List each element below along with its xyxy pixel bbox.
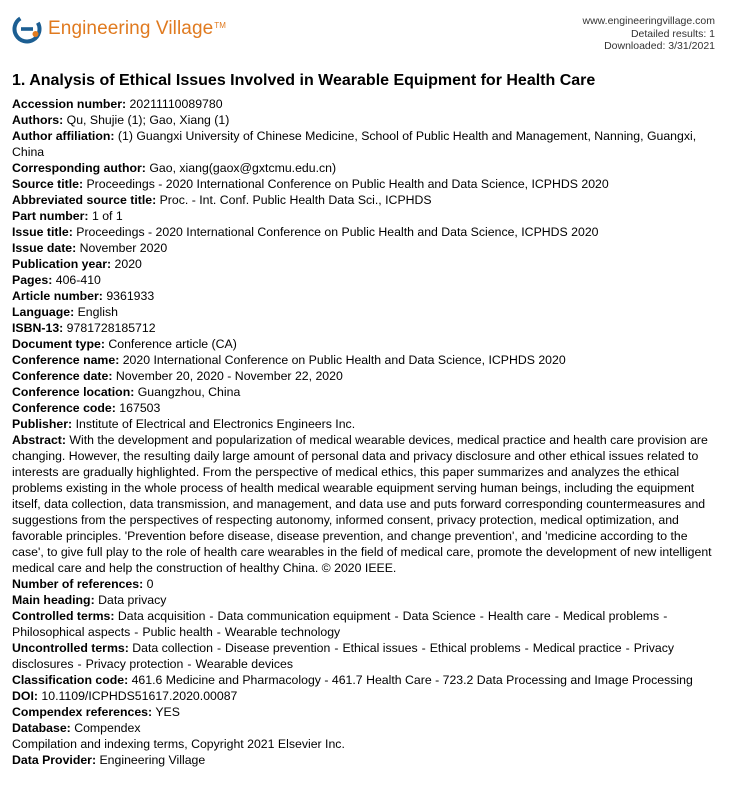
- index-term: Data Science: [402, 609, 476, 623]
- field-row: [12, 288, 716, 304]
- field-label: Pages:: [12, 273, 53, 287]
- field-value: Proc. - Int. Conf. Public Health Data Sci., ICPHDS: [159, 193, 432, 207]
- field-value: 20211110089780: [129, 97, 223, 111]
- field-label: Conference location:: [12, 385, 135, 399]
- field-value: Conference article (CA): [108, 337, 237, 351]
- index-term: Privacy disclosures: [12, 641, 675, 671]
- field-value: Proceedings - 2020 International Conference on Public Health and Data Science, ICPHDS 2020: [86, 177, 609, 191]
- field-label: Language:: [12, 305, 75, 319]
- field-row: [12, 224, 716, 240]
- field-label: Conference date:: [12, 369, 113, 383]
- field-row: [12, 592, 716, 608]
- field-label: ISBN-13:: [12, 321, 64, 335]
- field-row: [12, 736, 716, 752]
- field-label: Conference code:: [12, 401, 116, 415]
- field-label: Abbreviated source title:: [12, 193, 157, 207]
- download-date: Downloaded: 3/31/2021: [604, 40, 715, 52]
- field-label: Abstract:: [12, 433, 66, 447]
- field-value: November 2020: [79, 241, 168, 255]
- field-label: DOI:: [12, 689, 38, 703]
- field-row: [12, 752, 716, 768]
- field-value: 1 of 1: [91, 209, 123, 223]
- term-separator: -: [394, 609, 399, 623]
- field-row: [12, 400, 716, 416]
- index-term: Data communication equipment: [217, 609, 391, 623]
- brand-name: Engineering Village™: [48, 18, 227, 39]
- field-value: YES: [155, 705, 180, 719]
- field-row: [12, 672, 716, 688]
- term-separator: -: [663, 609, 668, 623]
- index-term: Privacy protection: [85, 657, 184, 671]
- field-value: (1) Guangxi University of Chinese Medicine, School of Public Health and Management, Nanning, Guangxi, China: [12, 129, 697, 159]
- field-value: 2020: [114, 257, 142, 271]
- engineering-village-e-icon: [12, 14, 42, 44]
- field-row: [12, 576, 716, 592]
- field-label: Conference name:: [12, 353, 120, 367]
- term-separator: -: [187, 657, 192, 671]
- field-label: Part number:: [12, 209, 89, 223]
- field-row: [12, 368, 716, 384]
- detailed-results-count: Detailed results: 1: [630, 27, 715, 40]
- index-term: Medical problems: [562, 609, 660, 623]
- field-row: [12, 720, 716, 736]
- field-label: Corresponding author:: [12, 161, 146, 175]
- field-row: [12, 128, 716, 160]
- field-label: Author affiliation:: [12, 129, 115, 143]
- field-row: [12, 160, 716, 176]
- field-value: 167503: [119, 401, 161, 415]
- field-value: With the development and popularization of medical wearable devices, medical practice and health care provision are changing. However, the resulting daily large amount of personal data and privacy disclosure and other ethical issues related to interests are gradually highlighted. From the perspective of medical ethics, this paper summarizes and analyzes the ethical problems existing in the whole process of health medical wearable equipment serving human beings, including the equipment itself, data collection, data transmission, and management, and data use and puts forward corresponding countermeasures and suggestions from the perspectives of respecting autonomy, informed consent, privacy protection, medical optimization, and favorable principles. 'Prevention before disease, disease prevention, and change prevention', and 'medicine according to the case', to give full play to the role of health care wearables in the field of medical care, promote the development of new intelligent medical care and help the construction of healthy China. © 2020 IEEE.: [12, 433, 712, 575]
- field-row: [12, 304, 716, 320]
- field-row: [12, 352, 716, 368]
- field-label: Uncontrolled terms:: [12, 641, 129, 655]
- field-value: Qu, Shujie (1); Gao, Xiang (1): [66, 113, 230, 127]
- field-value: Engineering Village: [99, 753, 206, 767]
- field-row: [12, 416, 716, 432]
- field-label: Classification code:: [12, 673, 129, 687]
- field-row: [12, 96, 716, 112]
- download-meta: [583, 15, 716, 53]
- field-label: Compendex references:: [12, 705, 153, 719]
- record-fields: [12, 96, 716, 768]
- field-value: 9781728185712: [66, 321, 156, 335]
- index-term: Public health: [142, 625, 213, 639]
- field-value: 9361933: [106, 289, 155, 303]
- field-value: 10.1109/ICPHDS51617.2020.00087: [41, 689, 238, 703]
- term-separator: -: [134, 625, 139, 639]
- field-label: Document type:: [12, 337, 105, 351]
- trademark-mark: TM: [214, 21, 227, 30]
- term-separator: -: [216, 641, 222, 655]
- field-label: Article number:: [12, 289, 103, 303]
- term-separator: -: [421, 641, 426, 655]
- field-label: Controlled terms:: [12, 609, 115, 623]
- field-row: [12, 192, 716, 208]
- field-value: 406-410: [55, 273, 101, 287]
- field-value: Compilation and indexing terms, Copyright 2021 Elsevier Inc.: [12, 737, 345, 751]
- term-separator: -: [524, 641, 529, 655]
- field-label: Source title:: [12, 177, 84, 191]
- field-value: Data privacy: [98, 593, 167, 607]
- field-label: Number of references:: [12, 577, 144, 591]
- field-label: Issue date:: [12, 241, 77, 255]
- index-term: Wearable technology: [224, 625, 341, 639]
- field-row: [12, 272, 716, 288]
- field-label: Data Provider:: [12, 753, 97, 767]
- field-value: Guangzhou, China: [137, 385, 241, 399]
- field-row: [12, 608, 716, 640]
- field-label: Database:: [12, 721, 71, 735]
- index-term: Data collection: [132, 641, 213, 655]
- field-row: [12, 384, 716, 400]
- brand-logo[interactable]: [12, 14, 226, 44]
- record-title: 1. Analysis of Ethical Issues Involved in Wearable Equipment for Health Care: [12, 72, 596, 89]
- index-term: Philosophical aspects: [12, 625, 131, 639]
- index-term: Wearable devices: [195, 657, 293, 671]
- term-separator: -: [554, 609, 559, 623]
- website-url[interactable]: www.engineeringvillage.com: [582, 15, 715, 27]
- field-value: Institute of Electrical and Electronics Engineers Inc.: [75, 417, 356, 431]
- term-separator: -: [216, 625, 221, 639]
- index-term: Disease prevention: [225, 641, 331, 655]
- field-row: [12, 432, 716, 576]
- field-value: 0: [146, 577, 154, 591]
- field-row: [12, 112, 716, 128]
- term-separator: -: [77, 657, 82, 671]
- field-label: Publisher:: [12, 417, 73, 431]
- index-term: Ethical issues: [342, 641, 418, 655]
- field-label: Main heading:: [12, 593, 95, 607]
- term-separator: -: [479, 609, 484, 623]
- index-term: Ethical problems: [429, 641, 521, 655]
- index-term: Health care: [487, 609, 551, 623]
- field-row: [12, 320, 716, 336]
- field-value: 461.6 Medicine and Pharmacology - 461.7 Health Care - 723.2 Data Processing and Image Processing: [131, 673, 693, 687]
- field-label: Authors:: [12, 113, 64, 127]
- term-separator: -: [334, 641, 339, 655]
- field-row: [12, 704, 716, 720]
- field-row: [12, 688, 716, 704]
- index-term: Medical practice: [532, 641, 622, 655]
- term-separator: -: [209, 609, 214, 623]
- field-row: [12, 336, 716, 352]
- field-row: [12, 240, 716, 256]
- index-term: Data acquisition: [117, 609, 206, 623]
- field-value: Compendex: [74, 721, 141, 735]
- field-row: [12, 256, 716, 272]
- term-separator: -: [625, 641, 630, 655]
- field-label: Accession number:: [12, 97, 127, 111]
- field-value: Proceedings - 2020 International Conference on Public Health and Data Science, ICPHDS 2020: [76, 225, 599, 239]
- field-row: [12, 208, 716, 224]
- field-value: English: [77, 305, 118, 319]
- field-label: Publication year:: [12, 257, 112, 271]
- field-row: [12, 640, 716, 672]
- field-value: 2020 International Conference on Public Health and Data Science, ICPHDS 2020: [122, 353, 566, 367]
- field-value: November 20, 2020 - November 22, 2020: [115, 369, 343, 383]
- header: [0, 0, 732, 64]
- field-label: Issue title:: [12, 225, 73, 239]
- field-value: Gao, xiang(gaox@gxtcmu.edu.cn): [149, 161, 337, 175]
- record: [12, 71, 716, 768]
- field-row: [12, 176, 716, 192]
